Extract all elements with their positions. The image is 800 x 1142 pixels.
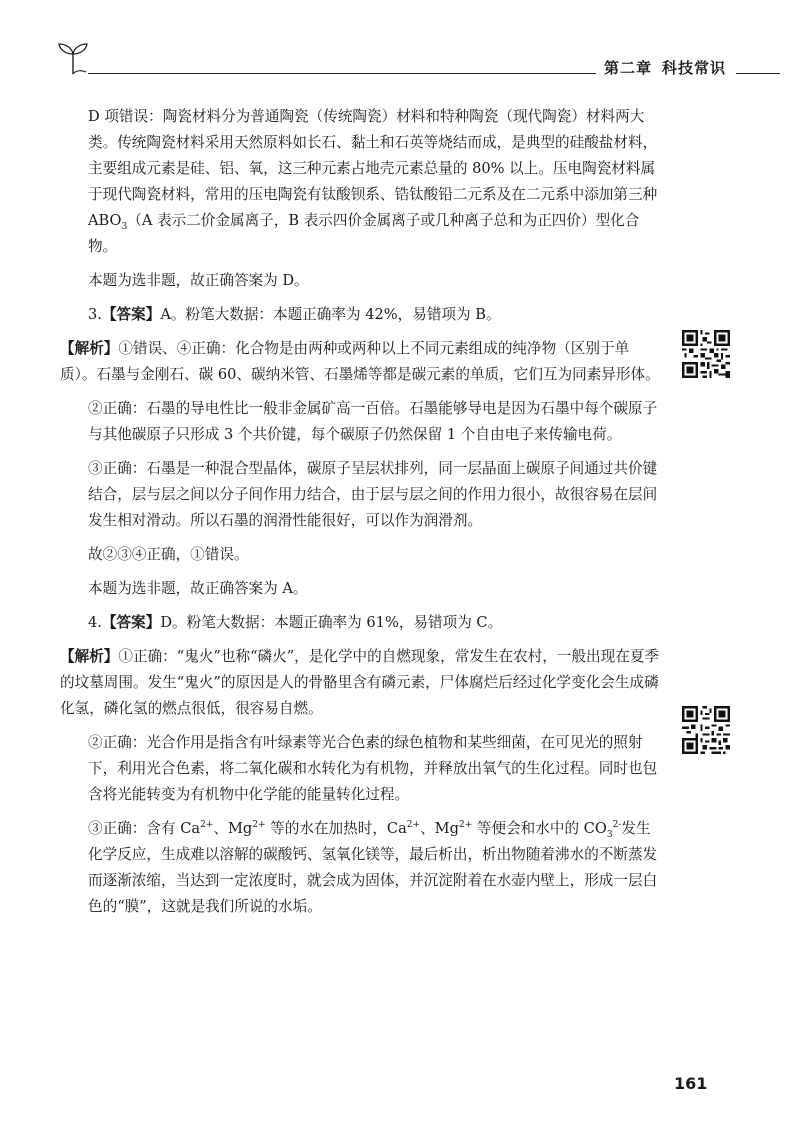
paragraph-q4-analysis-1: 【解析】①正确：“鬼火”也称“磷火”，是化学中的自燃现象，常发生在农村，一般出现在夏季的坟墓周围。发生“鬼火”的原因是人的骨骼里含有磷元素，尸体腐烂后经过化学变化会生成磷化氢，磷化氢的燃点很低，很容易自燃。 [60, 648, 660, 717]
analysis-label: 【解析】 [60, 340, 119, 357]
header-rule-right [736, 73, 780, 74]
paragraph-q3-conclusion: 本题为选非题，故正确答案为 A。 [88, 580, 308, 597]
paragraph-q2-conclusion: 本题为选非题，故正确答案为 D。 [88, 272, 309, 289]
paragraph-d-item: D 项错误：陶瓷材料分为普通陶瓷（传统陶瓷）材料和特种陶瓷（现代陶瓷）材料两大类。传统陶瓷材料采用天然原料如长石、黏土和石英等烧结而成，是典型的硅酸盐材料，主要组成元素是硅、铝、氧，这三种元素占地壳元素总量的 80% 以上。压电陶瓷材料属于现代陶瓷材料，常用的压电陶瓷有钛酸钡系、锆钛酸铅二元系及在二元系中添加第三种 $ABO_3(A$ 表示二价金属离子，B 表示四价金属离子或几种离子总和为正四价）型化合物。 [88, 108, 658, 255]
page-body [60, 104, 662, 928]
paragraph-q4-analysis-2: ②正确：光合作用是指含有叶绿素等光合色素的绿色植物和某些细菌，在可见光的照射下，利用光合色素，将二氧化碳和水转化为有机物，并释放出氧气的生化过程。同时也包含将光能转变为有机物中化学能的能量转化过程。 [88, 734, 658, 803]
leaf-icon [56, 40, 90, 78]
paragraph-q3-answer: 3.【答案】A。粉笔大数据：本题正确率为 42%，易错项为 B。 [88, 306, 501, 323]
answer-label: 【答案】 [101, 306, 161, 323]
analysis-label: 【解析】 [60, 648, 119, 665]
qr-code-icon[interactable] [682, 330, 730, 378]
section-title: 科技常识 [662, 59, 727, 77]
chapter-title [596, 57, 732, 78]
paragraph-q4-analysis-3: ③正确：含有 $Ca^{2+}$、$Mg^{2+}$ 等的水在加热时，$Ca^{2+}$、$Mg^{2+}$ 等便会和水中的 $CO_3^{2-}$发生化学反应，生成难以溶解的碳酸钙、氢氧化镁等，最后析出，析出物随着沸水的不断蒸发而逐渐浓缩，当达到一定浓度时，就会成为固体，并沉淀附着在水壶内壁上，形成一层白色的“膜”，这就是我们所说的水垢。 [88, 820, 658, 915]
answer-label: 【答案】 [101, 614, 161, 631]
paragraph-q3-analysis-4: 故②③④正确，①错误。 [88, 546, 249, 563]
header-rule [88, 73, 626, 74]
paragraph-q3-analysis-2: ②正确：石墨的导电性比一般非金属矿高一百倍。石墨能够导电是因为石墨中每个碳原子与其他碳原子只形成 3 个共价键，每个碳原子仍然保留 1 个自由电子来传输电荷。 [88, 400, 658, 443]
paragraph-q4-answer: 4.【答案】D。粉笔大数据：本题正确率为 61%，易错项为 C。 [88, 614, 503, 631]
running-header [48, 40, 778, 80]
qr-code-icon[interactable] [682, 706, 730, 754]
chapter-number: 第二章 [604, 59, 653, 77]
page-number: 161 [674, 1074, 708, 1093]
paragraph-q3-analysis-1: 【解析】①错误、④正确：化合物是由两种或两种以上不同元素组成的纯净物（区别于单质）。石墨与金刚石、碳 60、碳纳米管、石墨烯等都是碳元素的单质，它们互为同素异形体。 [60, 340, 660, 383]
paragraph-q3-analysis-3: ③正确：石墨是一种混合型晶体，碳原子呈层状排列，同一层晶面上碳原子间通过共价键结合，层与层之间以分子间作用力结合，由于层与层之间的作用力很小，故很容易在层间发生相对滑动。所以石墨的润滑性能很好，可以作为润滑剂。 [88, 460, 658, 529]
